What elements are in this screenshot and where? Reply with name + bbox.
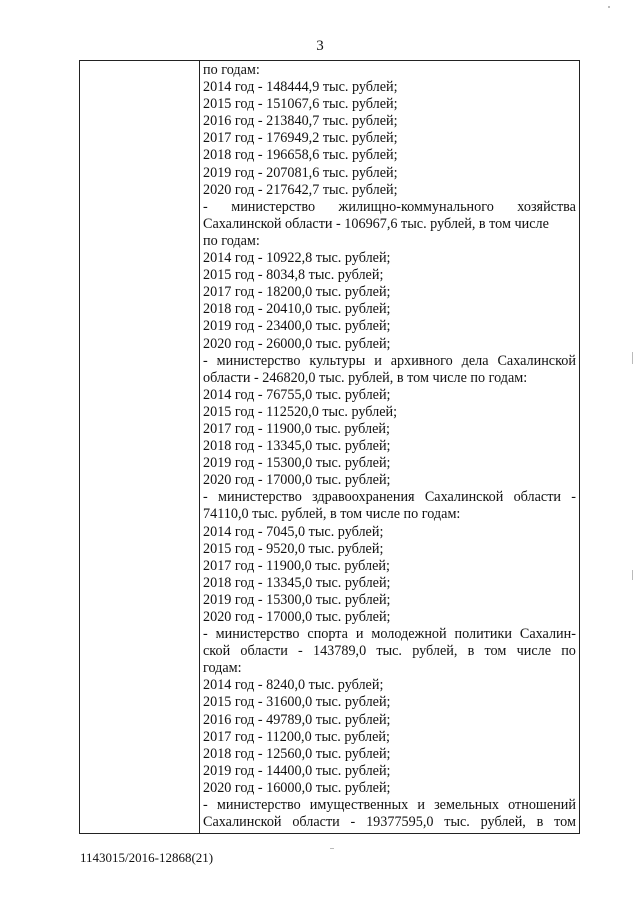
text-line: 2018 год - 13345,0 тыс. рублей;: [203, 438, 391, 455]
text-line: 2018 год - 196658,6 тыс. рублей;: [203, 147, 398, 164]
word: области: [240, 643, 288, 660]
word: тыс.: [376, 643, 402, 660]
scan-speck: [632, 570, 633, 580]
word: министерство: [216, 352, 301, 369]
word: Сахалинской: [424, 489, 504, 506]
justified-line: [203, 199, 576, 216]
text-line: 2015 год - 9520,0 тыс. рублей;: [203, 540, 384, 557]
word: -: [298, 643, 303, 660]
word: жилищно-коммунального: [338, 198, 494, 215]
word: и: [417, 797, 425, 814]
text-line: 2019 год - 207081,6 тыс. рублей;: [203, 164, 398, 181]
word: дела: [461, 352, 489, 369]
text-line: 2015 год - 151067,6 тыс. рублей;: [203, 96, 398, 113]
document-code: 1143015/2016-12868(21): [80, 850, 214, 865]
justified-line: [203, 814, 576, 831]
text-line: 2015 год - 8034,8 тыс. рублей;: [203, 267, 384, 284]
text-line: по годам:: [203, 232, 260, 249]
text-line: 2015 год - 112520,0 тыс. рублей;: [203, 403, 398, 420]
text-line: 2020 год - 217642,7 тыс. рублей;: [203, 181, 398, 198]
word: ской: [203, 643, 231, 660]
text-line: Сахалинской области - 106967,6 тыс. рублей, в том числе: [203, 215, 549, 232]
word: имущественных: [309, 797, 409, 814]
text-line: 2016 год - 49789,0 тыс. рублей;: [203, 711, 391, 728]
text-line: 2014 год - 7045,0 тыс. рублей;: [203, 523, 384, 540]
word: отношений: [508, 797, 576, 814]
text-line: 2020 год - 17000,0 тыс. рублей;: [203, 472, 391, 489]
word: -: [203, 626, 208, 643]
word: политики: [454, 626, 512, 643]
text-line: 2017 год - 11900,0 тыс. рублей;: [203, 420, 390, 437]
column-divider: [199, 61, 200, 833]
text-line: 2018 год - 12560,0 тыс. рублей;: [203, 745, 391, 762]
word: -: [571, 489, 576, 506]
justified-line: [203, 797, 576, 814]
text-line: 2020 год - 17000,0 тыс. рублей;: [203, 609, 391, 625]
word: -: [203, 352, 208, 369]
word: министерство: [217, 489, 302, 506]
word: и: [374, 352, 382, 369]
word: в: [467, 643, 475, 660]
text-line: 2014 год - 10922,8 тыс. рублей;: [203, 250, 391, 267]
text-line: 2017 год - 18200,0 тыс. рублей;: [203, 284, 391, 301]
justified-line: [203, 626, 576, 643]
word: министерство: [231, 198, 316, 215]
text-line: 2020 год - 16000,0 тыс. рублей;: [203, 779, 391, 796]
text-line: 2017 год - 11200,0 тыс. рублей;: [203, 728, 390, 745]
word: -: [203, 198, 208, 215]
justified-line: [203, 489, 576, 506]
word: области: [292, 814, 340, 831]
word: молодежной: [371, 626, 447, 643]
budget-table: [79, 60, 580, 834]
word: спорта: [307, 626, 348, 643]
scan-speck: [632, 352, 633, 364]
text-line: 2019 год - 23400,0 тыс. рублей;: [203, 318, 391, 335]
word: министерство: [215, 626, 300, 643]
word: Сахалинской: [203, 814, 282, 831]
text-line: 2019 год - 14400,0 тыс. рублей;: [203, 762, 391, 779]
word: 143789,0: [312, 643, 367, 660]
word: числе: [516, 643, 551, 660]
page-number: 3: [316, 38, 324, 54]
text-line: 2014 год - 148444,9 тыс. рублей;: [203, 79, 398, 96]
text-line: 2014 год - 8240,0 тыс. рублей;: [203, 677, 384, 694]
text-line: 2019 год - 15300,0 тыс. рублей;: [203, 591, 391, 608]
word: -: [350, 814, 356, 831]
word: хозяйства: [517, 198, 576, 215]
text-line: 2020 год - 26000,0 тыс. рублей;: [203, 335, 391, 352]
text-line: 2017 год - 176949,2 тыс. рублей;: [203, 130, 398, 147]
word: Сахалинской: [497, 352, 576, 369]
text-line: 2015 год - 31600,0 тыс. рублей;: [203, 694, 391, 711]
word: архивного: [390, 352, 453, 369]
justified-line: [203, 353, 576, 370]
text-line: области - 246820,0 тыс. рублей, в том числе по годам:: [203, 369, 528, 386]
word: по: [561, 643, 576, 660]
word: -: [203, 797, 208, 814]
text-line: 74110,0 тыс. рублей, в том числе по годам:: [203, 506, 461, 523]
text-line: годам:: [203, 660, 242, 677]
word: культуры: [309, 352, 366, 369]
scan-speck: [330, 848, 334, 849]
scan-speck: [608, 6, 610, 8]
word: здравоохранения: [312, 489, 415, 506]
text-line: 2018 год - 20410,0 тыс. рублей;: [203, 301, 391, 318]
word: том: [484, 643, 507, 660]
text-line: 2014 год - 76755,0 тыс. рублей;: [203, 386, 391, 403]
text-line: 2017 год - 11900,0 тыс. рублей;: [203, 557, 390, 574]
word: Сахалин-: [519, 626, 576, 643]
text-line: 2019 год - 15300,0 тыс. рублей;: [203, 455, 391, 472]
word: 19377595,0: [366, 814, 434, 831]
word: тыс.: [444, 814, 470, 831]
word: рублей,: [480, 814, 526, 831]
text-line: 2018 год - 13345,0 тыс. рублей;: [203, 574, 391, 591]
word: и: [355, 626, 364, 643]
funding-text-cell: [203, 62, 576, 831]
word: области: [513, 489, 562, 506]
word: рублей,: [412, 643, 458, 660]
word: том: [554, 814, 576, 831]
text-line: по годам:: [203, 62, 260, 78]
word: земельных: [434, 797, 500, 814]
word: министерство: [216, 797, 301, 814]
word: -: [203, 489, 208, 506]
text-line: 2016 год - 213840,7 тыс. рублей;: [203, 113, 398, 130]
word: в: [536, 814, 544, 831]
justified-line: [203, 643, 576, 660]
